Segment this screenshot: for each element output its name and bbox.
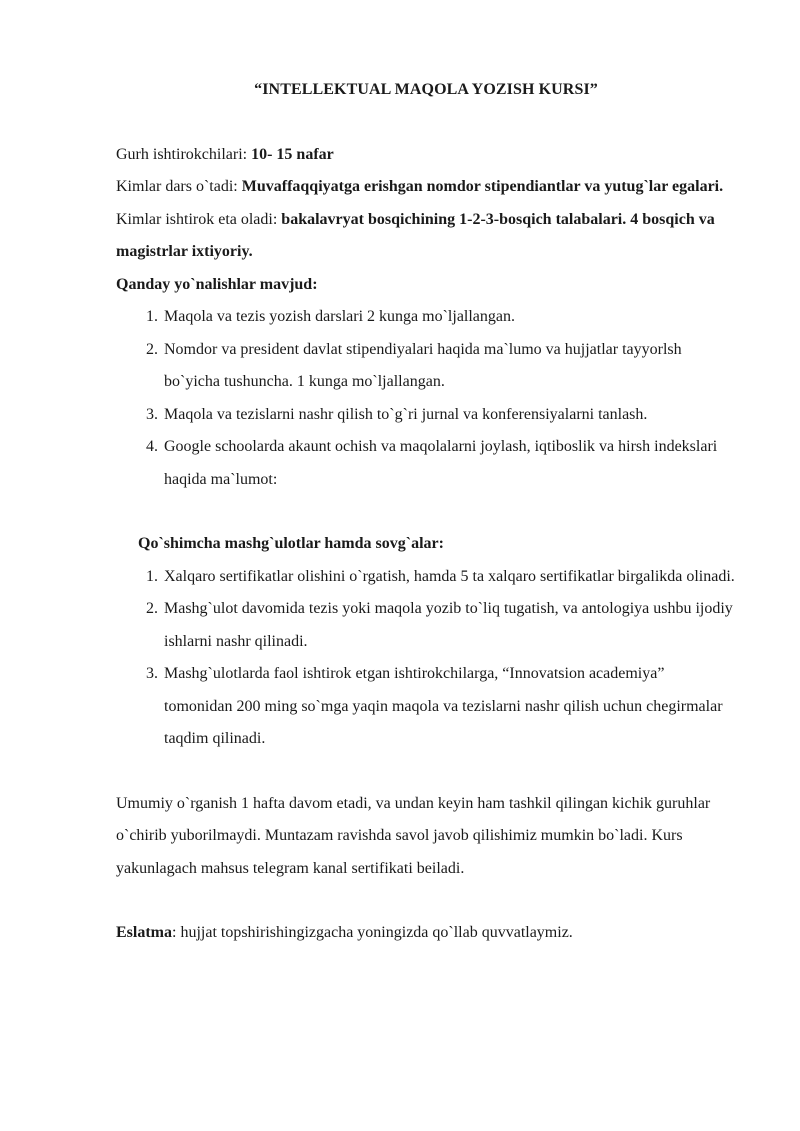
document-title: “INTELLEKTUAL MAQOLA YOZISH KURSI” [254,81,598,98]
list-item: 3. Maqola va tezislarni nashr qilish to`g`ri jurnal va konferensiyalarni tanlash. [162,399,736,432]
note-paragraph [116,917,736,950]
info-label: Kimlar dars o`tadi: [116,178,242,195]
spacer [116,885,736,917]
list-item: 2. Mashg`ulot davomida tezis yoki maqola yozib to`liq tugatish, va antologiya ushbu ijodiy ishlarni nashr qilinadi. [162,593,736,658]
info-participants [116,139,736,172]
directions-list [116,301,736,496]
list-item: 4. Google schoolarda akaunt ochish va maqolalarni joylash, iqtiboslik va hirsh indekslari haqida ma`lumot: [162,431,736,496]
info-value: bakalavryat bosqichining 1-2-3-bosqich talabalari. 4 bosqich va magistrlar ixtiyoriy. [116,210,715,260]
info-value: 10- 15 nafar [251,145,334,163]
info-eligibility [116,204,736,269]
info-label: Gurh ishtirokchilari: [116,145,252,163]
spacer [116,756,736,788]
list-item: 1. Xalqaro sertifikatlar olishini o`rgatish, hamda 5 ta xalqaro sertifikatlar birgalikda olinadi. [162,561,736,594]
note-label: Eslatma [116,924,172,941]
extras-heading: Qo`shimcha mashg`ulotlar hamda sovg`alar: [138,535,444,552]
directions-heading: Qanday yo`nalishlar mavjud: [116,275,318,293]
list-item: 1. Maqola va tezis yozish darslari 2 kunga mo`ljallangan. [162,301,736,334]
note-text: : hujjat topshirishingizgacha yoningizda qo`llab quvvatlaymiz. [172,924,573,941]
info-value: Muvaffaqqiyatga erishgan nomdor stipendiantlar va yutug`lar egalari. [241,178,724,195]
info-label: Kimlar ishtirok eta oladi: [116,210,282,228]
info-teachers [116,171,736,204]
extras-list [116,561,736,756]
list-item: 2. Nomdor va president davlat stipendiyalari haqida ma`lumo va hujjatlar tayyorlsh bo`yicha tushuncha. 1 kunga mo`ljallangan. [162,334,736,399]
document-page [116,74,736,950]
list-item: 3. Mashg`ulotlarda faol ishtirok etgan ishtirokchilarga, “Innovatsion academiya” tomonidan 200 ming so`mga yaqin maqola va tezislarni nashr qilish uchun chegirmalar taqdim qilinadi. [162,658,736,756]
summary-paragraph: Umumiy o`rganish 1 hafta davom etadi, va undan keyin ham tashkil qilingan kichik guruhlar o`chirib yuborilmaydi. Muntazam ravishda savol javob qilishimiz mumkin bo`ladi. Kurs yakunlagach mahsus telegram kanal sertifikati beiladi. [116,794,711,877]
spacer [116,496,736,528]
